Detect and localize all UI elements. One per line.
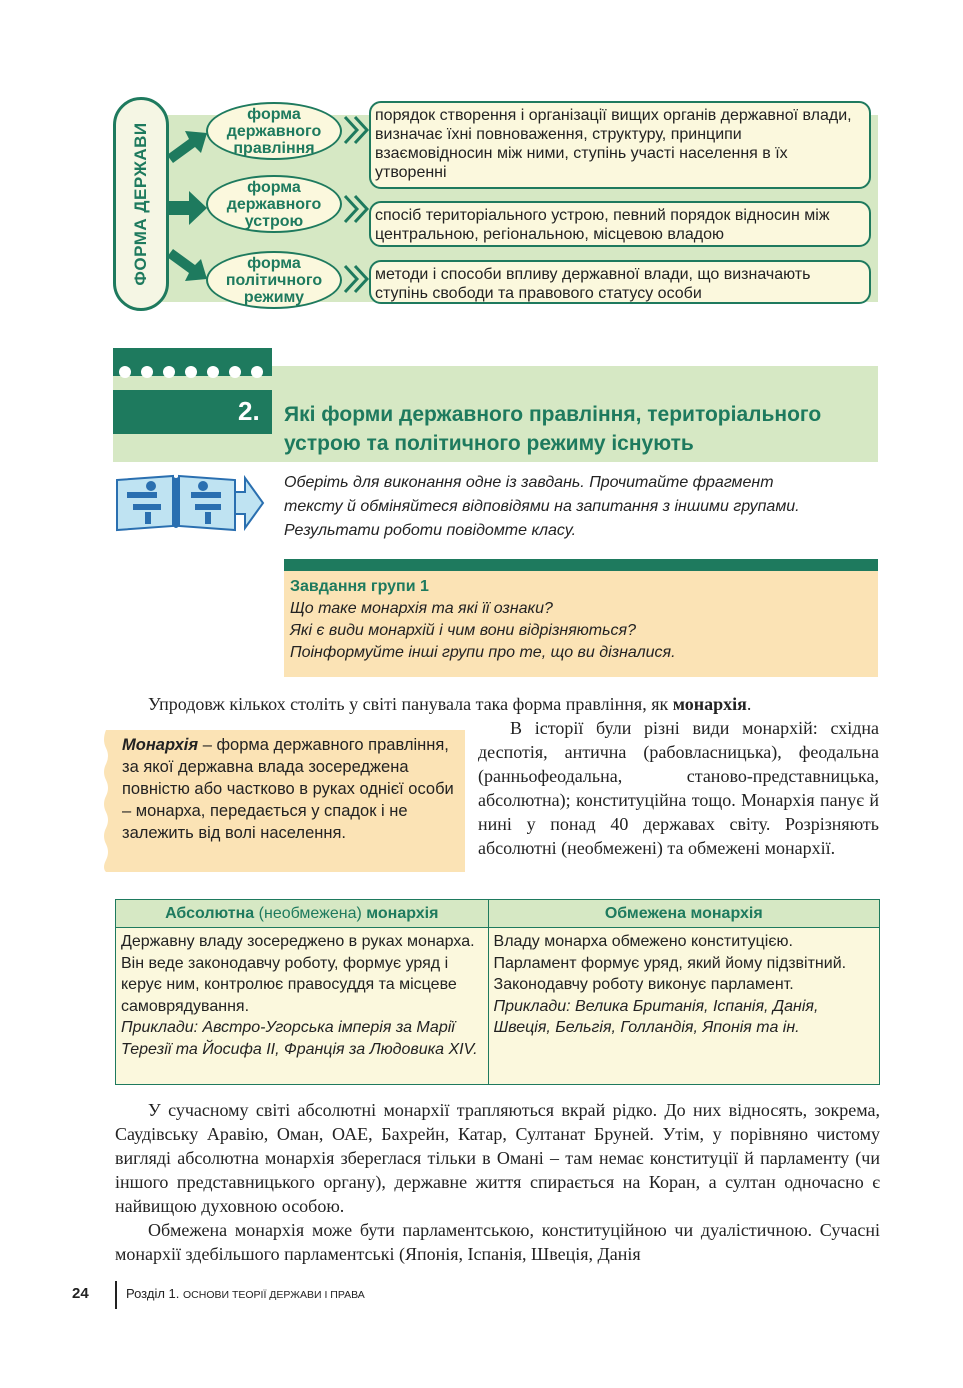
- section-title-line: устрою та політичного режиму існують: [284, 432, 694, 455]
- paragraph-limited-monarchy: [115, 1218, 880, 1266]
- ellipse-line: форма: [247, 254, 301, 272]
- section-title: [284, 400, 884, 458]
- ellipse-line: політичного: [225, 271, 323, 289]
- definition-text: – форма державного правління, за якої державна влада зосереджена повністю або частково в руках однієї особи – монарха, передається у спадок і не залежить від волі населення.: [122, 736, 454, 842]
- footer-chapter: [126, 1286, 365, 1301]
- absolute-monarchy-header: [116, 900, 489, 928]
- header-text: монархія: [366, 904, 439, 922]
- group-work-book-icon: [113, 472, 265, 534]
- chapter-title: ОСНОВИ ТЕОРІЇ ДЕРЖАВИ І ПРАВА: [182, 1289, 365, 1301]
- government-form-description: порядок створення і організації вищих органів державної влади, визначає їхні повноваження, структуру, принципи взаємовідносин між ними, ступінь участі населення в їх утворенні: [369, 101, 871, 189]
- definition-torn-edge: [100, 730, 114, 872]
- group-task-question: Які є види монархій і чим вони відрізняються?: [290, 622, 636, 639]
- section-number: 2.: [238, 396, 260, 426]
- ellipse-line: режиму: [243, 288, 305, 306]
- state-form-diagram: [113, 97, 878, 311]
- state-form-label-box: [113, 97, 169, 311]
- paragraph-intro: [148, 692, 751, 716]
- group-task-box: [284, 571, 878, 677]
- form-of-political-regime-ellipse: [206, 251, 342, 309]
- paragraph-text: У сучасному світі абсолютні монархії трапляються вкрай рідко. До них відносять, зокрема, Саудівську Аравію, Оман, ОАЕ, Бахрейн, Катар, Султанат Бруней. Утім, у порівняно чистому вигляді абсолютна монархія збереглася тільки в Омані – там немає конституції й парламенту (чи іншого представницького органу), державне життя спирається на Коран, а султан одночасно є найвищою духовною особою.: [115, 1100, 880, 1216]
- monarchy-comparison-table: [115, 899, 880, 1085]
- form-of-government-ellipse: [206, 102, 342, 160]
- definition-term: Монархія: [122, 736, 199, 754]
- task-instructions: [284, 471, 884, 543]
- ellipse-line: форма: [247, 178, 301, 196]
- paragraph-text: Упродовж кількох століть у світі панувала така форма правління, як: [148, 694, 673, 714]
- paragraph-text: .: [746, 694, 752, 714]
- header-text: Абсолютна: [165, 904, 255, 922]
- paragraph-monarchy-types: [478, 716, 879, 860]
- double-arrow-icon: [343, 115, 371, 145]
- cell-examples: Приклади: Австро-Угорська імперія за Марії Терезії та Йосифа ІІ, Франція за Людовика XIV.: [121, 1019, 478, 1058]
- cell-text: Владу монарха обмежено конституцією. Парламент формує уряд, який йому підзвітний. Законодавчу роботу виконує парламент.: [493, 933, 847, 993]
- section-title-line: Які форми державного правління, територіального: [284, 403, 822, 426]
- section-stamp-perforation: [113, 366, 272, 386]
- political-regime-description: методи і способи впливу державної влади, що визначають ступінь свободи та правового статусу особи: [369, 260, 871, 304]
- task-line: тексту й обміняйтеся відповідями на запитання з іншими групами.: [284, 498, 800, 515]
- group-task-title: Завдання групи 1: [290, 578, 429, 595]
- arrow-icon: [167, 191, 207, 225]
- group-task-question: Поінформуйте інші групи про те, що ви дізналися.: [290, 644, 676, 661]
- paragraph-absolute-monarchies: [115, 1098, 880, 1218]
- form-of-territorial-structure-ellipse: [206, 175, 342, 233]
- state-form-label: ФОРМА ДЕРЖАВИ: [131, 122, 150, 286]
- double-arrow-icon: [343, 194, 371, 224]
- monarchy-term: монархія: [672, 694, 747, 714]
- ellipse-line: державного: [226, 122, 322, 140]
- monarchy-definition-box: [113, 730, 465, 872]
- chapter-label: Розділ 1.: [126, 1286, 183, 1301]
- ellipse-line: правління: [233, 139, 315, 157]
- header-text: Обмежена монархія: [604, 904, 763, 922]
- limited-monarchy-header: [488, 900, 879, 928]
- footer-divider: [115, 1281, 117, 1309]
- group-task-question: Що таке монархія та які її ознаки?: [290, 600, 553, 617]
- ellipse-line: державного: [226, 195, 322, 213]
- arrow-icon: [167, 247, 207, 287]
- territorial-form-description: спосіб територіального устрою, певний порядок відносин між центральною, регіональною, місцевою владою: [369, 201, 871, 247]
- absolute-monarchy-cell: [116, 928, 489, 1085]
- group-task-stripe: [284, 559, 878, 571]
- limited-monarchy-cell: [488, 928, 879, 1085]
- paragraph-text: В історії були різні види монархій: східна деспотія, антична (рабовласницька), феодальна (ранньофеодальна, станово-представницька, абсолютна); конституційна тощо. Монархія панує й нині у понад 40 державах світу. Розрізняють абсолютні (необмежені) та обмежені монархії.: [478, 718, 879, 858]
- monarchy-definition: [122, 734, 457, 844]
- arrow-icon: [167, 125, 207, 165]
- cell-examples: Приклади: Велика Британія, Іспанія, Данія, Швеція, Бельгія, Голландія, Японія та ін.: [493, 997, 819, 1036]
- double-arrow-icon: [343, 264, 371, 294]
- ellipse-line: форма: [247, 105, 301, 123]
- task-line: Оберіть для виконання одне із завдань. Прочитайте фрагмент: [284, 474, 774, 491]
- ellipse-line: устрою: [244, 212, 304, 230]
- header-text: (необмежена): [254, 904, 367, 922]
- page-number: 24: [72, 1285, 89, 1302]
- task-line: Результати роботи повідомте класу.: [284, 522, 577, 539]
- paragraph-text: Обмежена монархія може бути парламентською, конституційною чи дуалістичною. Сучасні монархії здебільшого парламентські (Японія, Іспанія, Швеція, Данія: [115, 1220, 880, 1264]
- cell-text: Державну владу зосереджено в руках монарха. Він веде законодавчу роботу, формує уряд і керує ним, контролює правосуддя та місцеве самоврядування.: [121, 933, 475, 1015]
